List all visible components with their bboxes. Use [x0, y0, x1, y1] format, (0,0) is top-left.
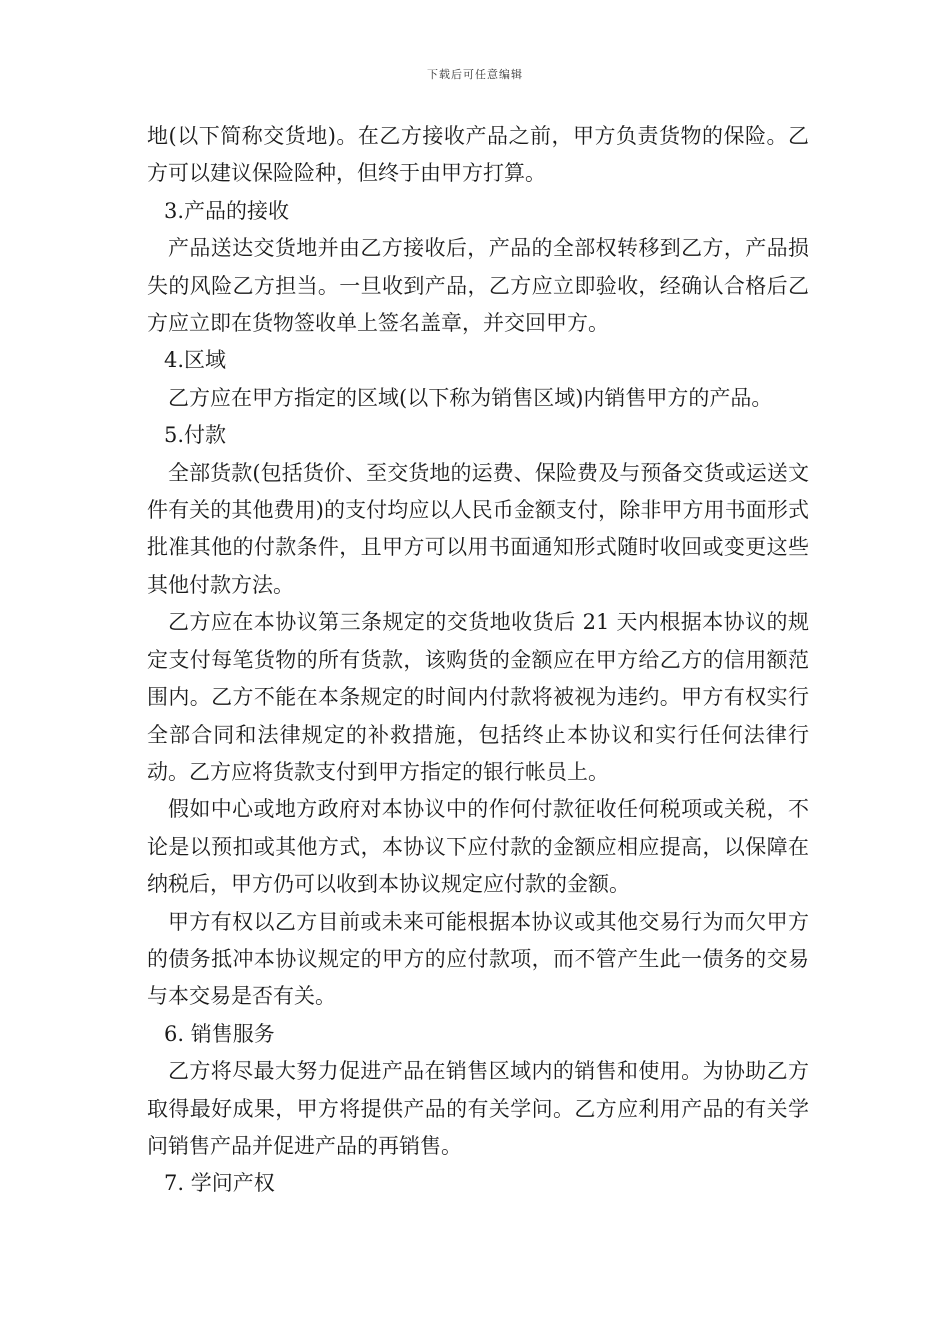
paragraph-delivery-insurance: 地(以下简称交货地)。在乙方接收产品之前，甲方负责货物的保险。乙方可以建议保险险种，但终于由甲方打算。 — [147, 124, 809, 186]
paragraph-payment-deadline: 乙方应在本协议第三条规定的交货地收货后 21 天内根据本协议的规定支付每笔货物的所有货款，该购货的金额应在甲方给乙方的信用额范围内。乙方不能在本条规定的时间内付款将被视为违约。甲方有权实行全部合同和法律规定的补救措施，包括终止本协议和实行任何法律行动。乙方应将货款支付到甲方指定的银行帐员上。 — [147, 610, 809, 784]
paragraph-product-receipt: 产品送达交货地并由乙方接收后，产品的全部权转移到乙方，产品损失的风险乙方担当。一旦收到产品，乙方应立即验收，经确认合格后乙方应立即在货物签收单上签名盖章，并交回甲方。 — [147, 236, 809, 336]
paragraph-sales-service: 乙方将尽最大努力促进产品在销售区域内的销售和使用。为协助乙方取得最好成果，甲方将提供产品的有关学问。乙方应利用产品的有关学问销售产品并促进产品的再销售。 — [147, 1059, 809, 1158]
section-heading-4: 4.区域 — [164, 348, 227, 373]
section-heading-5: 5.付款 — [164, 423, 227, 448]
section-heading-7: 7. 学问产权 — [164, 1171, 275, 1196]
section-heading-3: 3.产品的接收 — [164, 198, 290, 223]
paragraph-payment-offset: 甲方有权以乙方目前或未来可能根据本协议或其他交易行为而欠甲方的债务抵冲本协议规定的甲方的应付款项，而不管产生此一债务的交易与本交易是否有关。 — [147, 909, 809, 1009]
page-header: 下载后可任意编辑 — [427, 68, 523, 81]
paragraph-payment-currency: 全部货款(包括货价、至交货地的运费、保险费及与预备交货或运送文件有关的其他费用)的支付均应以人民币金额支付，除非甲方用书面形式批准其他的付款条件，且甲方可以用书面通知形式随时收回或变更这些其他付款方法。 — [147, 460, 809, 597]
paragraph-region: 乙方应在甲方指定的区域(以下称为销售区域)内销售甲方的产品。 — [168, 385, 773, 410]
section-heading-6: 6. 销售服务 — [164, 1021, 275, 1046]
document-body — [147, 118, 809, 1203]
paragraph-payment-tax: 假如中心或地方政府对本协议中的作何付款征收任何税项或关税，不论是以预扣或其他方式，本协议下应付款的金额应相应提高，以保障在纳税后，甲方仍可以收到本协议规定应付款的金额。 — [147, 797, 809, 897]
